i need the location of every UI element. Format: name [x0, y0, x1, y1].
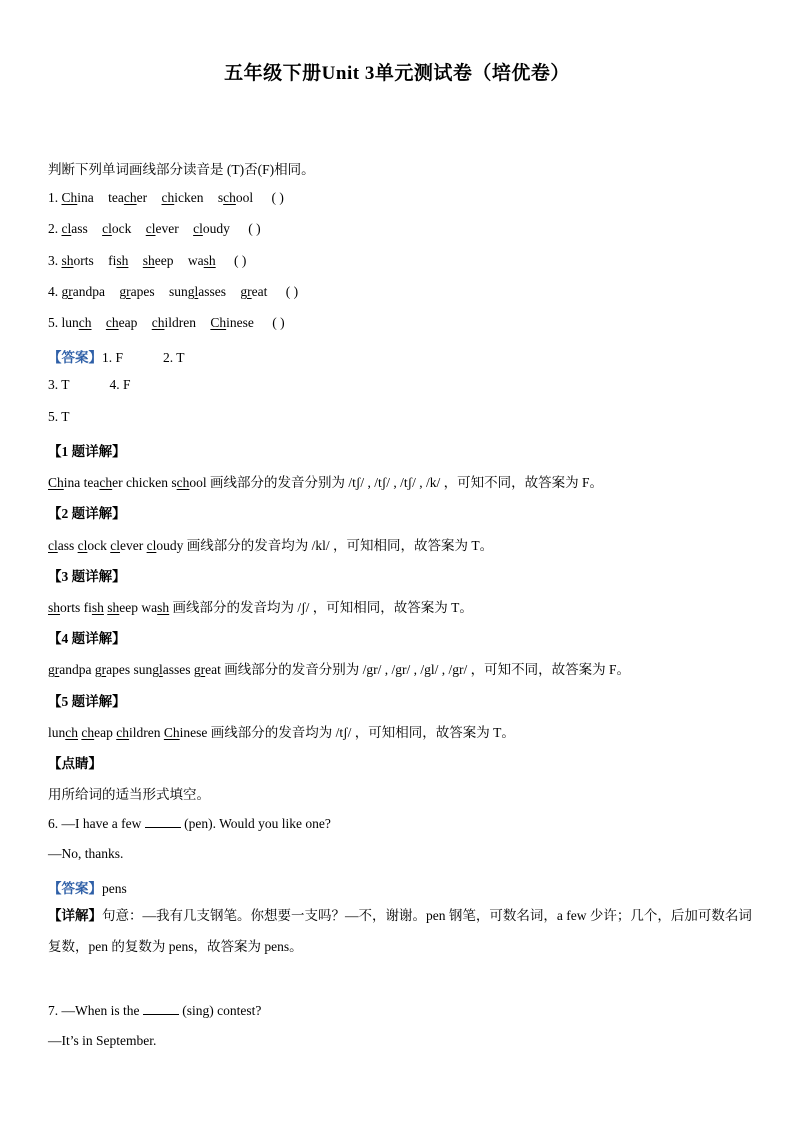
word: China	[61, 190, 94, 205]
word: children	[151, 315, 196, 330]
detail-heading-2: 【2 题详解】	[48, 506, 126, 521]
question-2: 2. class clock clever cloudy ( )	[48, 221, 261, 236]
detail-heading-4: 【4 题详解】	[48, 631, 126, 646]
detail-heading-5: 【5 题详解】	[48, 694, 126, 709]
detail-text-3: shorts fish sheep wash 画线部分的发音均为 /ʃ/ ，可知相同，故答案为 T。	[48, 600, 473, 615]
answer-line-3: 5. T	[48, 409, 70, 424]
answer-line-2: 3. T 4. F	[48, 377, 131, 392]
word: class	[61, 221, 88, 236]
word: lunch	[61, 315, 92, 330]
answer-paren: ( )	[234, 253, 247, 268]
detail-heading-3: 【3 题详解】	[48, 569, 126, 584]
detail-6: 【详解】句意：—我有几支钢笔。你想要一支吗？—不，谢谢。pen 钢笔，可数名词，a few 少许；几个，后加可数名词复数，pen 的复数为 pens，故答案为 pens。	[48, 908, 752, 954]
word: shorts	[61, 253, 94, 268]
word: chicken	[161, 190, 204, 205]
answer-6: 【答案】pens	[48, 881, 127, 896]
page-title: 五年级下册Unit 3单元测试卷（培优卷）	[224, 63, 570, 84]
word: school	[217, 190, 254, 205]
word: cloudy	[193, 221, 230, 236]
detail-text-5: lunch cheap children Chinese 画线部分的发音均为 /tʃ/ ，可知相同，故答案为 T。	[48, 725, 515, 740]
question-1: 1. China teacher chicken school ( )	[48, 190, 284, 205]
question-3: 3. shorts fish sheep wash ( )	[48, 253, 247, 268]
word: teacher	[108, 190, 148, 205]
dianjing-heading: 【点睛】	[48, 756, 102, 771]
word: wash	[187, 253, 216, 268]
answer-paren: ( )	[272, 315, 285, 330]
answer-paren: ( )	[271, 190, 284, 205]
answer-tag: 【答案】	[48, 881, 102, 896]
word: clever	[145, 221, 179, 236]
detail-text-1: China teacher chicken school 画线部分的发音分别为 /tʃ/ , /tʃ/ , /tʃ/ , /k/ ，可知不同，故答案为 F。	[48, 475, 604, 490]
detail-heading-1: 【1 题详解】	[48, 444, 126, 459]
section2-instruction: 用所给词的适当形式填空。	[48, 787, 210, 802]
word: Chinese	[210, 315, 254, 330]
question-4: 4. grandpa grapes sunglasses great ( )	[48, 284, 299, 299]
word: grapes	[119, 284, 155, 299]
question-7: 7. —When is the (sing) contest?	[48, 1003, 262, 1018]
answer-paren: ( )	[285, 284, 299, 299]
detail-text-4: grandpa grapes sunglasses great 画线部分的发音分别为 /gr/ , /gr/ , /gl/ , /gr/ ，可知不同，故答案为 F。	[48, 662, 631, 677]
fill-blank	[145, 815, 181, 828]
question-7-reply: —It’s in September.	[48, 1033, 157, 1048]
word: fish	[108, 253, 129, 268]
answer-line-1: 【答案】1. F 2. T	[48, 350, 185, 365]
word: great	[240, 284, 268, 299]
word: cheap	[105, 315, 138, 330]
question-6-reply: —No, thanks.	[48, 846, 124, 861]
answer-tag: 【答案】	[48, 350, 102, 365]
question-6: 6. —I have a few (pen). Would you like one?	[48, 816, 331, 831]
answer-paren: ( )	[248, 221, 261, 236]
word: clock	[102, 221, 132, 236]
fill-blank	[143, 1002, 179, 1015]
word: sheep	[142, 253, 174, 268]
word: sunglasses	[168, 284, 227, 299]
section1-instruction: 判断下列单词画线部分读音是 (T)否(F)相同。	[48, 162, 315, 177]
question-5: 5. lunch cheap children Chinese ( )	[48, 315, 285, 330]
detail-text-2: class clock clever cloudy 画线部分的发音均为 /kl/ ，可知相同，故答案为 T。	[48, 538, 494, 553]
word: grandpa	[61, 284, 105, 299]
